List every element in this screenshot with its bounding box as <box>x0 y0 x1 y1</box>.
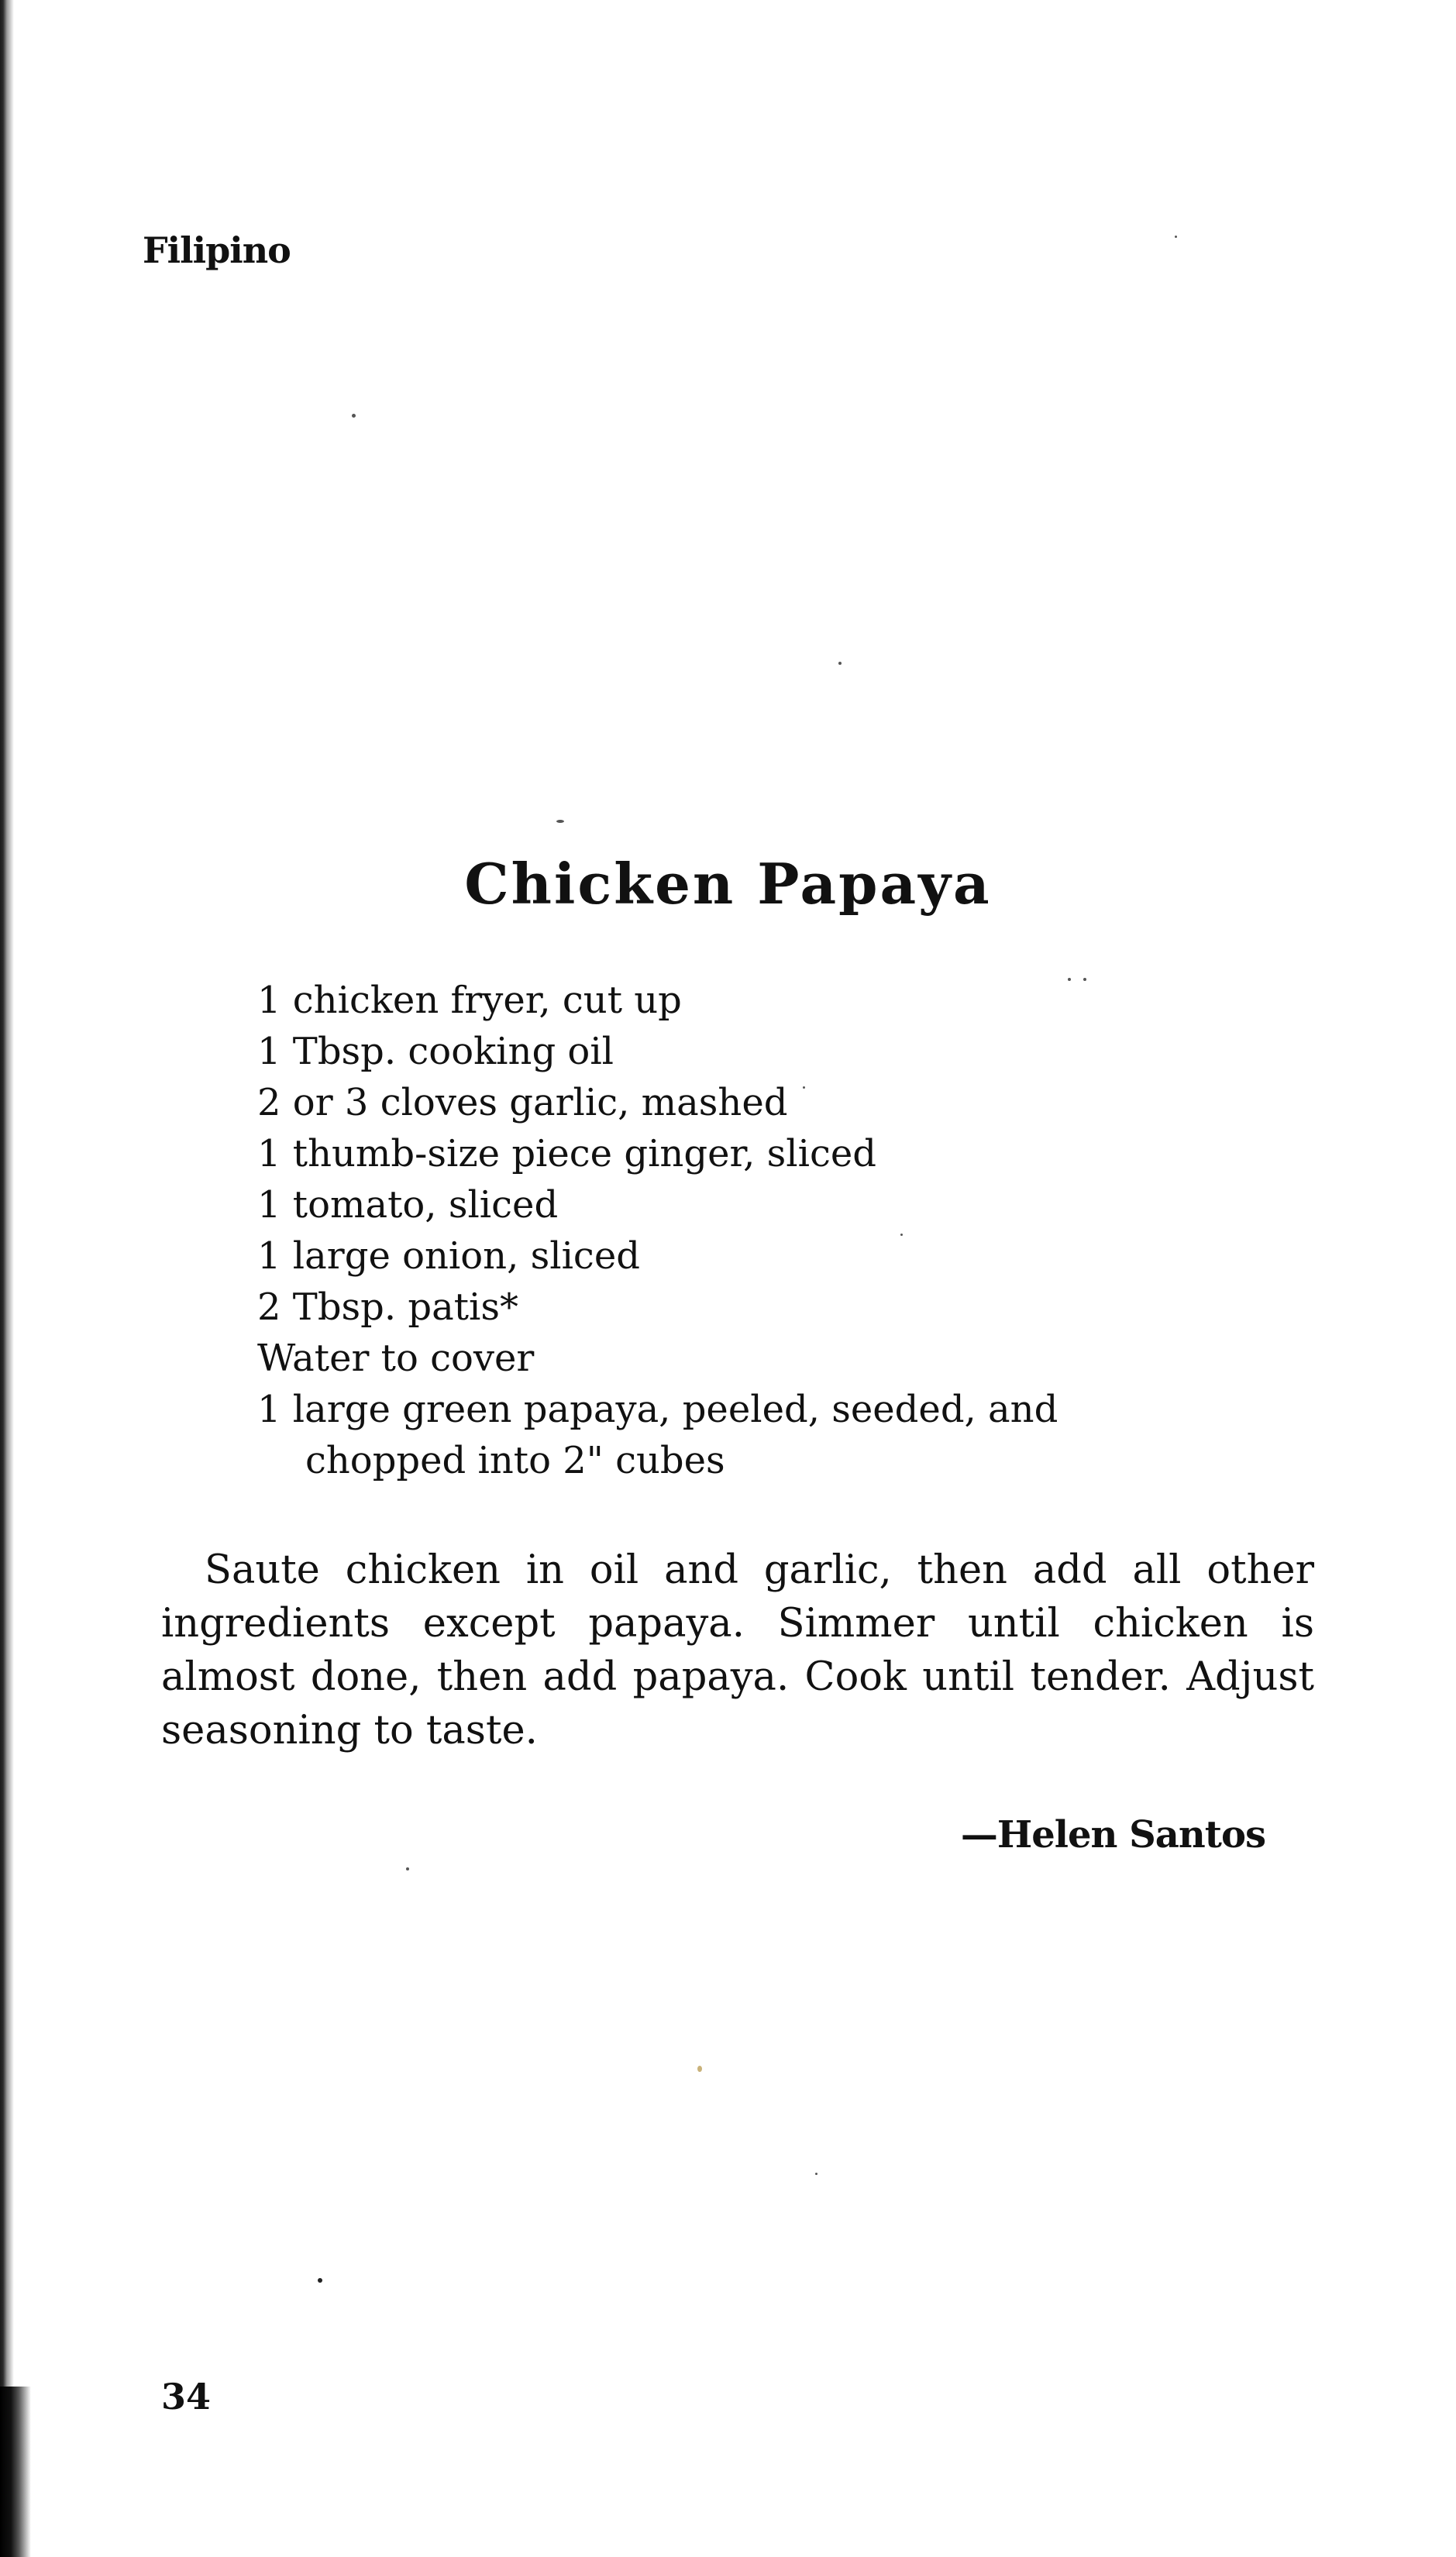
paper-speck <box>1175 236 1177 238</box>
ingredient-item: 1 Tbsp. cooking oil <box>257 1030 614 1073</box>
recipe-title: Chicken Papaya <box>464 851 992 917</box>
recipe-attribution: —Helen Santos <box>960 1813 1265 1857</box>
page-edge-shadow <box>0 0 14 2557</box>
paper-speck <box>1083 978 1086 981</box>
ingredient-item-continuation: chopped into 2" cubes <box>305 1439 725 1482</box>
ingredient-item: 1 tomato, sliced <box>257 1183 559 1227</box>
ingredient-item: 2 or 3 cloves garlic, mashed <box>257 1081 788 1124</box>
ingredient-list <box>257 975 1058 1486</box>
ingredient-item: 1 thumb-size piece ginger, sliced <box>257 1132 877 1175</box>
page-binding-shadow <box>0 2387 31 2557</box>
paper-speck <box>318 2278 322 2283</box>
paper-speck <box>1068 978 1071 981</box>
page-number: 34 <box>161 2376 212 2418</box>
section-label: Filipino <box>143 229 291 271</box>
paper-speck <box>697 2066 702 2072</box>
recipe-method: Saute chicken in oil and garlic, then add all other ingredients except papaya. Simmer until chicken is almost done, then add papaya. Cook until tender. Adjust seasoning to taste. <box>161 1547 1314 1753</box>
ingredient-item: 1 large onion, sliced <box>257 1234 640 1278</box>
paper-speck <box>406 1867 409 1870</box>
ingredient-item: 1 large green papaya, peeled, seeded, and <box>257 1388 1058 1431</box>
ingredient-item: 2 Tbsp. patis* <box>257 1285 519 1329</box>
paper-speck <box>815 2173 817 2175</box>
paper-speck <box>352 414 356 418</box>
ingredient-item: Water to cover <box>257 1337 535 1380</box>
ingredient-item: 1 chicken fryer, cut up <box>257 979 682 1022</box>
paper-speck <box>556 820 564 823</box>
paper-speck <box>838 662 842 665</box>
